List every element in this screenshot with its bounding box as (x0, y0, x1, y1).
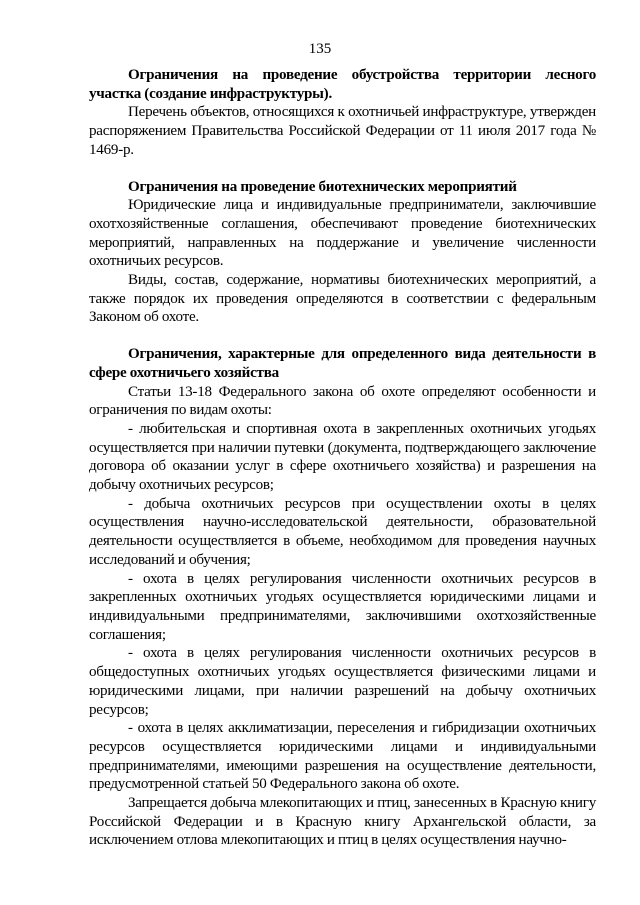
paragraph: Виды, состав, содержание, нормативы биотехнических мероприятий, а также порядок их проведения определяются в соответствии с федеральным Законом об охоте. (89, 272, 596, 326)
list-item: - охота в целях регулирования численности охотничьих ресурсов в общедоступных охотничьих угодьях осуществляется физическими лицами и юридическими лицами, при наличии разрешений на добычу охотничьих ресурсов; (89, 645, 596, 718)
section-heading: Ограничения на проведение обустройства территории лесного участка (создание инфраструктуры). (89, 67, 596, 102)
list-item: - охота в целях акклиматизации, переселения и гибридизации охотничьих ресурсов осуществляется юридическими лицами и индивидуальными предпринимателями, имеющими разрешения на осуществление деятельности, предусмотренной статьей 50 Федерального закона об охоте. (89, 720, 596, 793)
section-heading: Ограничения, характерные для определенного вида деятельности в сфере охотничьего хозяйства (89, 346, 596, 381)
page-number: 135 (308, 41, 332, 57)
list-item: - любительская и спортивная охота в закрепленных охотничьих угодьях осуществляется при наличии путевки (документа, подтверждающего заключение договора об оказании услуг в сфере охотничьего хозяйства) и разрешения на добычу охотничьих ресурсов; (89, 420, 596, 494)
list-item: - добыча охотничьих ресурсов при осуществлении охоты в целях осуществления научно-исследовательской деятельности, образовательной деятельности осуществляется в объеме, необходимом для проведения научных исследований и обучения; (89, 495, 596, 568)
paragraph: Запрещается добыча млекопитающих и птиц, занесенных в Красную книгу Российской Федерации и в Красную книгу Архангельской области, за исключением отлова млекопитающих и птиц в целях осуществления научно- (89, 795, 596, 849)
paragraph: Статьи 13-18 Федерального закона об охоте определяют особенности и ограничения по видам охоты: (89, 383, 596, 419)
paragraph: Юридические лица и индивидуальные предприниматели, заключившие охотхозяйственные соглашения, обеспечивают проведение биотехнических мероприятий, направленных на поддержание и увеличение численности охотничьих ресурсов. (89, 197, 596, 270)
section-activity-restrictions (89, 345, 596, 850)
list-item: - охота в целях регулирования численности охотничьих ресурсов в закрепленных охотничьих угодьях осуществляется юридическими лицами и индивидуальными предпринимателями, заключившими охотхозяйственные соглашения; (89, 570, 596, 643)
section-heading: Ограничения на проведение биотехнических мероприятий (128, 178, 517, 195)
section-biotechnical (89, 178, 596, 328)
document-body (89, 66, 596, 850)
paragraph: Перечень объектов, относящихся к охотничьей инфраструктуре, утвержден распоряжением Правительства Российской Федерации от 11 июля 2017 года № 1469-р. (89, 104, 596, 158)
section-infrastructure (89, 66, 596, 160)
